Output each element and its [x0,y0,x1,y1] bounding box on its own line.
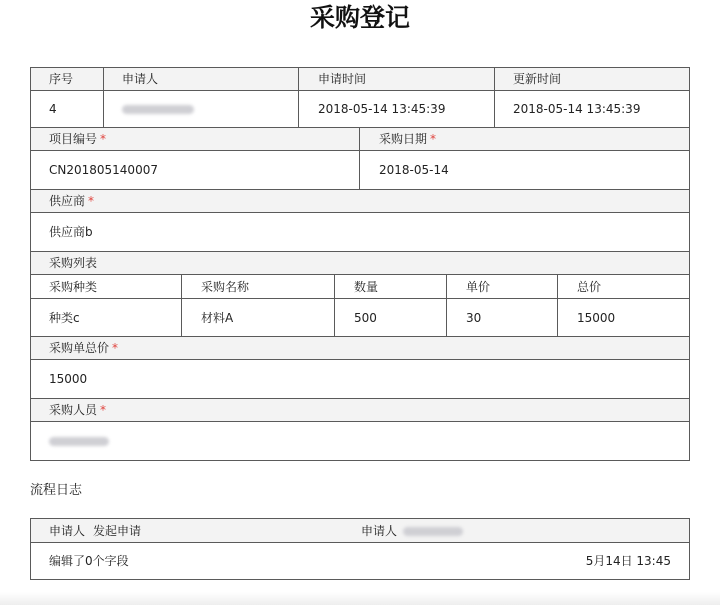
applicant-label: 申请人 [122,72,159,86]
divider [298,68,299,127]
order-total-value: 15000 [49,372,88,386]
divider [494,68,495,127]
list-col-total: 总价 [577,280,602,294]
project-number-value: CN201805140007 [49,163,158,177]
purchaser-value-redacted [49,431,109,451]
list-cell-category: 种类c [49,311,80,325]
list-col-category: 采购种类 [49,280,98,294]
purchase-form [30,67,690,461]
apply-time-label: 申请时间 [318,72,367,86]
list-cell-name: 材料A [201,311,234,325]
list-col-unit-price: 单价 [466,280,491,294]
list-col-quantity: 数量 [354,280,379,294]
log-detail: 编辑了0个字段 [49,554,129,568]
page-title: 采购登记 [309,3,410,32]
update-time-value: 2018-05-14 13:45:39 [513,102,641,116]
order-total-header-row [31,337,689,360]
divider [359,128,360,189]
supplier-value-row [31,213,689,252]
purchase-list-title-row [31,252,689,275]
update-time-label: 更新时间 [513,72,562,86]
purchaser-label: 采购人员 * [49,403,107,417]
log-action: 发起申请 [93,524,142,538]
log-applicant-label: 申请人 [361,524,398,538]
log-time: 5月14日 13:45 [585,554,671,568]
list-cell-quantity: 500 [354,311,377,325]
divider [557,275,558,336]
project-header-row [31,128,689,151]
list-col-name: 采购名称 [201,280,250,294]
order-total-label: 采购单总价 * [49,341,119,355]
divider [181,275,182,336]
purchase-date-label: 采购日期 * [379,132,437,146]
process-log-title: 流程日志 [30,483,83,498]
purchase-list-title: 采购列表 [49,256,98,270]
seq-value: 4 [49,102,57,116]
purchaser-header-row [31,399,689,422]
log-applicant-value-redacted [403,521,463,541]
list-cell-total: 15000 [577,311,616,325]
supplier-header-row [31,190,689,213]
process-log [30,518,690,580]
purchase-date-value: 2018-05-14 [379,163,449,177]
supplier-label: 供应商 * [49,194,95,208]
applicant-value-redacted [122,99,194,119]
divider [334,275,335,336]
order-total-value-row [31,360,689,399]
list-cell-unit-price: 30 [466,311,482,325]
divider [103,68,104,127]
supplier-value: 供应商b [49,225,93,239]
bottom-shadow [0,592,720,605]
log-actor-label: 申请人 [49,524,86,538]
apply-time-value: 2018-05-14 13:45:39 [318,102,446,116]
project-number-label: 项目编号 * [49,132,107,146]
seq-label: 序号 [49,72,74,86]
divider [446,275,447,336]
